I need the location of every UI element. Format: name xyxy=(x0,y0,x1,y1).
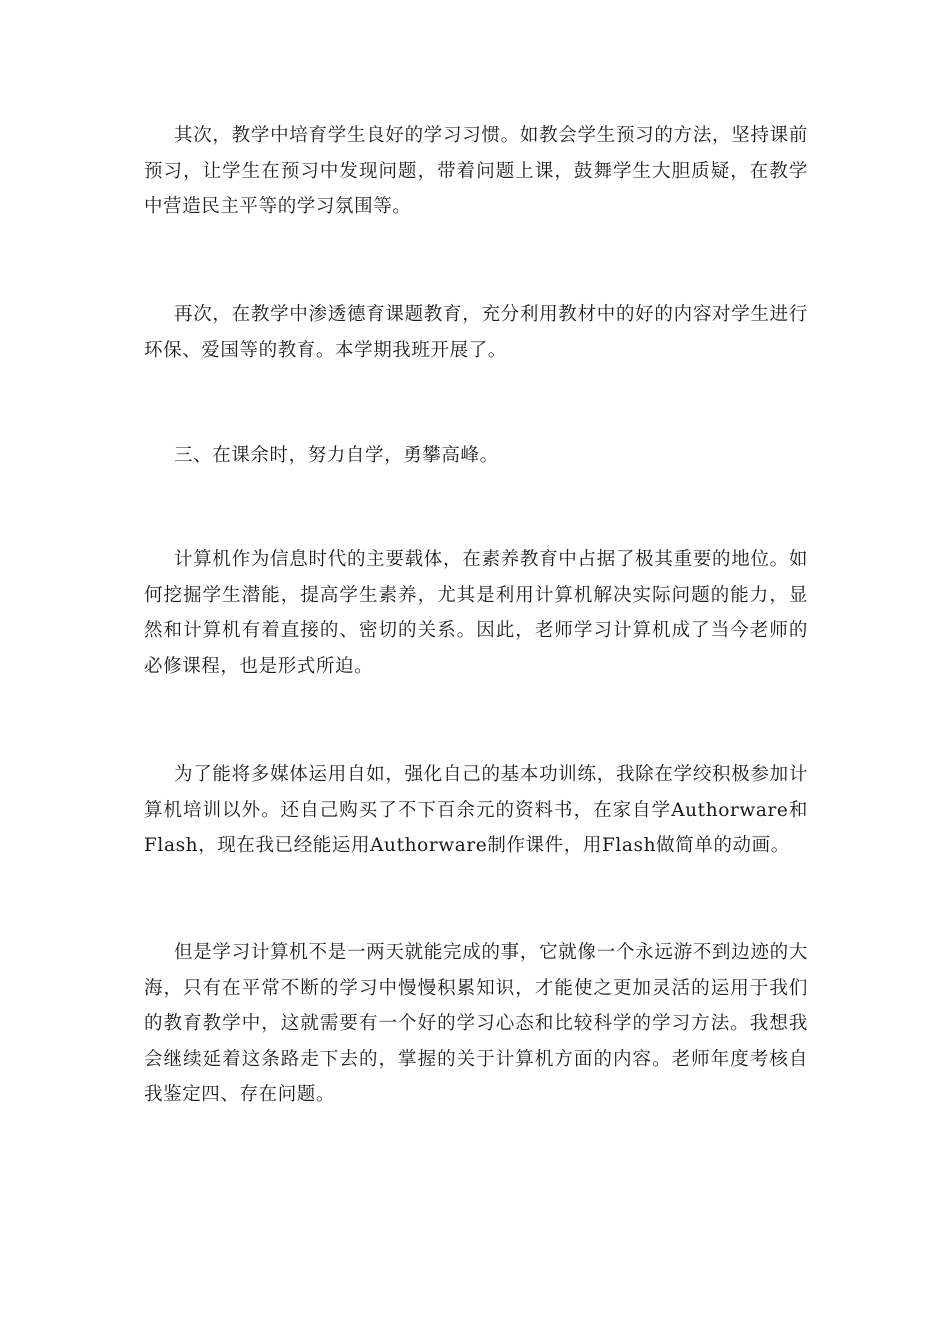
paragraph-moral-education: 再次，在教学中渗透德育课题教育，充分利用教材中的好的内容对学生进行环保、爱国等的教育。本学期我班开展了。 xyxy=(144,304,808,361)
paragraph-computer-importance: 计算机作为信息时代的主要载体，在素养教育中占据了极其重要的地位。如何挖掘学生潜能，提高学生素养，尤其是利用计算机解决实际问题的能力，显然和计算机有着直接的、密切的关系。因此，老师学习计算机成了当今老师的必修课程，也是形式所迫。 xyxy=(144,549,808,677)
paragraph-multimedia-training: 为了能将多媒体运用自如，强化自己的基本功训练，我除在学绞积极参加计算机培训以外。还自己购买了不下百余元的资料书，在家自学Authorware和Flash，现在我已经能运用Authorware制作课件，用Flash做简单的动画。 xyxy=(144,764,808,856)
paragraph-study-habits: 其次，教学中培育学生良好的学习习惯。如教会学生预习的方法，坚持课前预习，让学生在预习中发现问题，带着问题上课，鼓舞学生大胆质疑，在教学中营造民主平等的学习氛围等。 xyxy=(144,125,808,217)
section-heading-self-study: 三、在课余时，努力自学，勇攀高峰。 xyxy=(174,445,499,466)
paragraph-continued-learning: 但是学习计算机不是一两天就能完成的事，它就像一个永远游不到边迹的大海，只有在平常不断的学习中慢慢积累知识，才能使之更加灵活的运用于我们的教育教学中，这就需要有一个好的学习心态和比较科学的学习方法。我想我会继续延着这条路走下去的，掌握的关于计算机方面的内容。老师年度考核自我鉴定四、存在问题。 xyxy=(144,942,808,1105)
